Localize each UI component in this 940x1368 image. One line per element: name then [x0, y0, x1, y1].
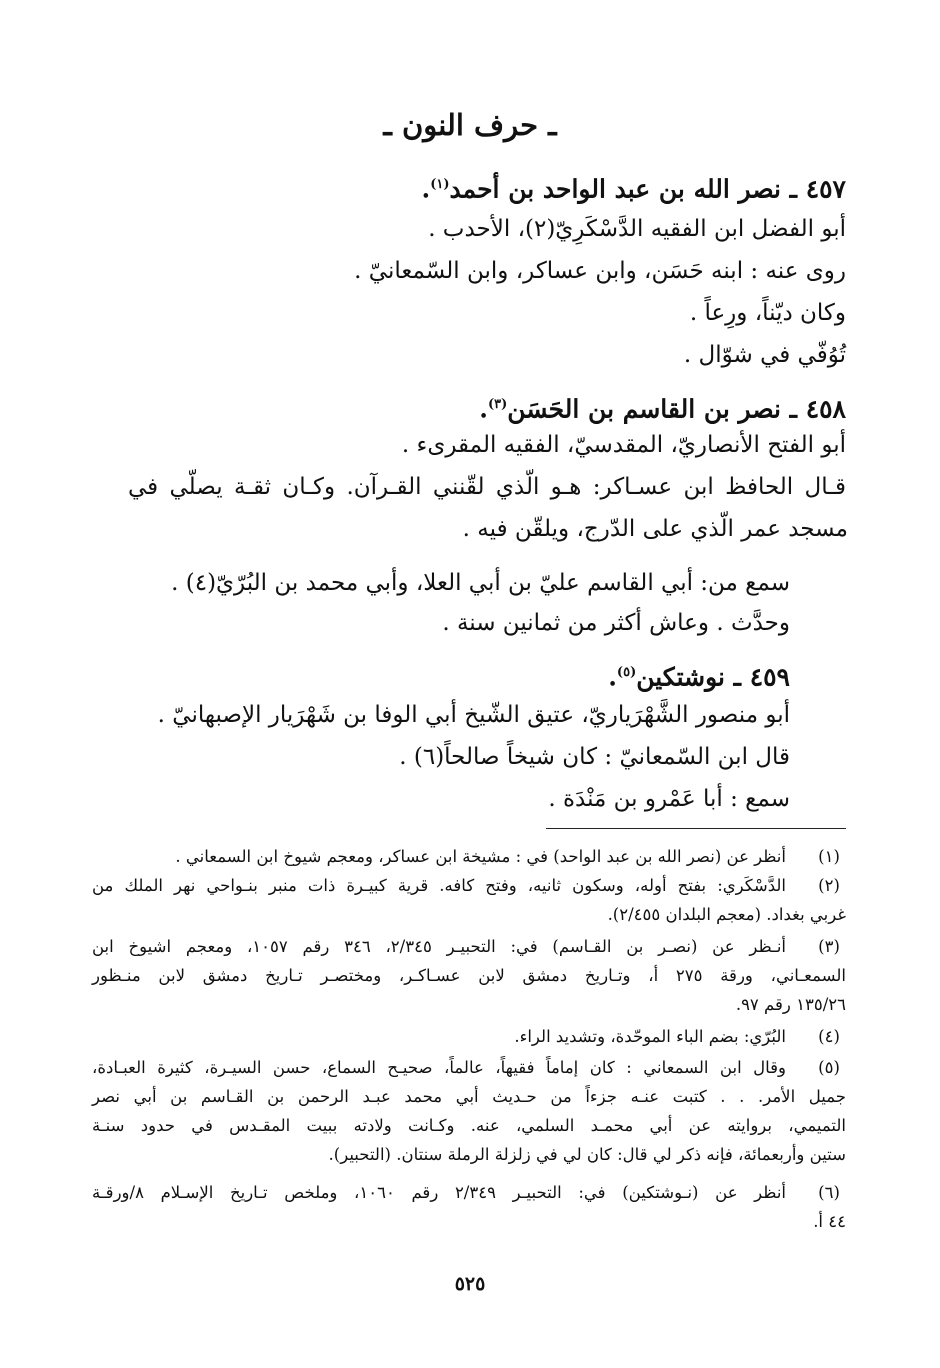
footnote-number: (٦) — [818, 1183, 840, 1202]
entry-line: قال ابن السّمعانيّ : كان شيخاً صالحاً(٦) . — [399, 744, 790, 770]
footnote-line: أنظر عن (نـوشتكين) في: التحبيـر ٢/٣٤٩ رقم ١٠٦٠، وملخص تـاريخ الإسـلام ٨/ورقـة — [92, 1183, 786, 1202]
entry-line: وكان ديّناً، ورِعاً . — [689, 300, 846, 326]
entry-line: أبو الفتح الأنصاريّ، المقدسيّ، الفقيه المقرىء . — [401, 432, 846, 458]
footnote-ref[interactable]: (٥) — [616, 665, 637, 680]
footnote-number: (٣) — [818, 937, 840, 956]
footnote-line: ١٣٥/٢٦ رقم ٩٧. — [735, 995, 846, 1014]
footnote-line: غربي بغداد. (معجم البلدان ٢/٤٥٥). — [607, 905, 846, 924]
footnote-ref[interactable]: (٣) — [488, 397, 508, 412]
footnote — [92, 871, 846, 929]
entry-heading-text: ٤٥٩ ـ نوشتكين — [636, 662, 790, 692]
footnote — [92, 842, 846, 871]
footnote-line: التميمي، بروايته عن أبي محمـد السلمي، عنه. وكـانت ولادته ببيت المقـدس في حدود سنـة — [92, 1116, 846, 1135]
footnote-line: أنظر عن (نصر الله بن عبد الواحد) في : مشيخة ابن عساكر، ومعجم شيوخ ابن السمعاني . — [175, 847, 786, 866]
footnote-line: الدَّسْكَري: بفتح أوله، وسكون ثانيه، وفتح كافه. قرية كبيـرة ذات منبر بنـواحي نهر الملك من — [92, 876, 786, 895]
footnote-line: أنـظر عن (نصـر بن القـاسم) في: التحبيـر ٢/٣٤٥، ٣٤٦ رقم ١٠٥٧، ومعجم اشيوخ ابن — [92, 937, 786, 956]
entry-line: أبو منصور الشَّهْرَياريّ، عتيق الشّيخ أبي الوفا بن شَهْرَيار الإصبهانيّ . — [157, 702, 790, 728]
entry-heading-end: . — [421, 174, 431, 204]
entry-line: وحدَّث . وعاش أكثر من ثمانين سنة . — [442, 610, 790, 636]
footnote-number: (٥) — [818, 1058, 840, 1077]
footnote-number: (١) — [818, 847, 840, 866]
footnote-line: جميل الأمر. . . كتبت عنـه جزءاً من حـديث أبي محمد عبـد الرحمن بن القـاسم بن أبي نصر — [92, 1087, 846, 1106]
entry-line: سمع من: أبي القاسم عليّ بن أبي العلا، وأبي محمد بن البُرّيّ(٤) . — [171, 570, 790, 596]
entry-heading-end: . — [608, 662, 617, 692]
entry-line: قـال الحافظ ابن عسـاكر: هـو الّذي لقّنني القـرآن. وكـان ثقـة يصلّي في — [128, 474, 846, 500]
entry-heading — [422, 168, 846, 206]
entry-heading-text: ٤٥٨ ـ نصر بن القاسم بن الحَسَن — [507, 394, 846, 424]
footnote-line: ٤٤ أ. — [813, 1212, 846, 1231]
footnote-separator — [546, 828, 846, 829]
footnote-line: وقال ابن السمعاني : كان إماماً فقيهاً، عالماً، صحيـح السماع، حسن السيـرة، كثيرة العبـادة، — [92, 1058, 786, 1077]
entry-line: تُوُفّي في شوّال . — [683, 342, 846, 368]
footnote-line: ستين وأربعمائة، فإنه ذكر لي قال: كان لي في زلزلة الرملة سنتان. (التحبير). — [328, 1145, 846, 1164]
footnote-line: السمعـاني، ورقة ٢٧٥ أ، وتـاريخ دمشق لابن عسـاكـر، ومختصـر تـاريخ دمشق لابن منـظور — [92, 966, 846, 985]
page-number: ٥٢٥ — [454, 1273, 486, 1295]
footnote — [92, 1053, 846, 1169]
page-title: ـ حرف النون ـ — [383, 108, 557, 142]
entry-heading — [479, 388, 846, 426]
entry-line: سمع : أبا عَمْرو بن مَنْدَة . — [548, 786, 790, 812]
entry-heading-text: ٤٥٧ ـ نصر الله بن عبد الواحد بن أحمد — [449, 174, 846, 204]
entry-heading-end: . — [479, 394, 488, 424]
footnote-number: (٢) — [818, 876, 840, 895]
entry-line: أبو الفضل ابن الفقيه الدَّسْكَرِيّ(٢)، الأحدب . — [428, 216, 846, 242]
footnote — [92, 932, 846, 1019]
footnote — [92, 1022, 846, 1051]
entry-line: روى عنه : ابنه حَسَن، وابن عساكر، وابن السّمعانيّ . — [354, 258, 846, 284]
footnote — [92, 1178, 846, 1236]
entry-line: مسجد عمر الّذي على الدّرج، ويلقّن فيه . — [462, 516, 848, 542]
entry-heading — [608, 656, 790, 694]
footnote-ref[interactable]: (١) — [430, 177, 450, 192]
footnote-line: البُرّي: بضم الباء الموحّدة، وتشديد الراء. — [514, 1027, 786, 1046]
footnote-number: (٤) — [818, 1027, 840, 1046]
